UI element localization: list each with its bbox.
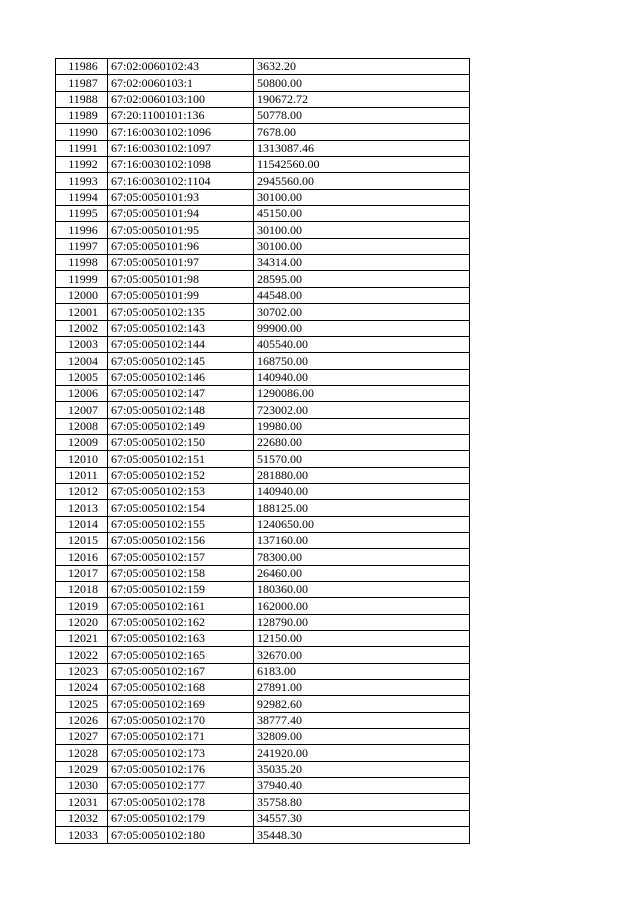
row-number-cell: 12026 xyxy=(56,712,108,728)
cadastral-number-cell: 67:16:0030102:1097 xyxy=(108,140,254,156)
row-number-cell: 12021 xyxy=(56,631,108,647)
table-row xyxy=(56,582,470,598)
row-number-cell: 12014 xyxy=(56,516,108,532)
table-row xyxy=(56,729,470,745)
table-row xyxy=(56,532,470,548)
amount-cell: 405540.00 xyxy=(254,336,470,352)
cadastral-number-cell: 67:05:0050102:152 xyxy=(108,467,254,483)
row-number-cell: 12018 xyxy=(56,582,108,598)
amount-cell: 99900.00 xyxy=(254,320,470,336)
amount-cell: 162000.00 xyxy=(254,598,470,614)
table-row xyxy=(56,271,470,287)
cadastral-number-cell: 67:05:0050102:176 xyxy=(108,761,254,777)
row-number-cell: 12013 xyxy=(56,500,108,516)
row-number-cell: 12020 xyxy=(56,614,108,630)
cadastral-number-cell: 67:05:0050102:149 xyxy=(108,418,254,434)
cadastral-number-cell: 67:05:0050102:157 xyxy=(108,549,254,565)
row-number-cell: 12006 xyxy=(56,385,108,401)
table-row xyxy=(56,222,470,238)
cadastral-number-cell: 67:05:0050102:167 xyxy=(108,663,254,679)
table-row xyxy=(56,794,470,810)
row-number-cell: 12023 xyxy=(56,663,108,679)
cadastral-number-cell: 67:05:0050102:179 xyxy=(108,810,254,826)
amount-cell: 32670.00 xyxy=(254,647,470,663)
cadastral-number-cell: 67:05:0050101:98 xyxy=(108,271,254,287)
row-number-cell: 12003 xyxy=(56,336,108,352)
amount-cell: 50778.00 xyxy=(254,108,470,124)
cadastral-number-cell: 67:05:0050102:150 xyxy=(108,434,254,450)
table-row xyxy=(56,614,470,630)
data-table xyxy=(55,58,470,844)
table-row xyxy=(56,647,470,663)
cadastral-number-cell: 67:02:0060103:1 xyxy=(108,75,254,91)
amount-cell: 30100.00 xyxy=(254,238,470,254)
row-number-cell: 12002 xyxy=(56,320,108,336)
table-row xyxy=(56,124,470,140)
cadastral-number-cell: 67:05:0050102:148 xyxy=(108,402,254,418)
amount-cell: 7678.00 xyxy=(254,124,470,140)
amount-cell: 22680.00 xyxy=(254,434,470,450)
amount-cell: 6183.00 xyxy=(254,663,470,679)
table-row xyxy=(56,516,470,532)
row-number-cell: 12007 xyxy=(56,402,108,418)
row-number-cell: 12015 xyxy=(56,532,108,548)
amount-cell: 26460.00 xyxy=(254,565,470,581)
amount-cell: 35035.20 xyxy=(254,761,470,777)
row-number-cell: 12029 xyxy=(56,761,108,777)
amount-cell: 30100.00 xyxy=(254,222,470,238)
cadastral-number-cell: 67:05:0050102:159 xyxy=(108,582,254,598)
cadastral-number-cell: 67:05:0050102:169 xyxy=(108,696,254,712)
table-row xyxy=(56,810,470,826)
table-row xyxy=(56,434,470,450)
row-number-cell: 12005 xyxy=(56,369,108,385)
table-row xyxy=(56,140,470,156)
cadastral-number-cell: 67:05:0050102:162 xyxy=(108,614,254,630)
amount-cell: 3632.20 xyxy=(254,59,470,75)
cadastral-number-cell: 67:05:0050102:171 xyxy=(108,729,254,745)
table-row xyxy=(56,483,470,499)
cadastral-number-cell: 67:05:0050102:163 xyxy=(108,631,254,647)
table-row xyxy=(56,696,470,712)
table-row xyxy=(56,500,470,516)
table-row xyxy=(56,827,470,843)
amount-cell: 1290086.00 xyxy=(254,385,470,401)
row-number-cell: 12027 xyxy=(56,729,108,745)
table-row xyxy=(56,598,470,614)
row-number-cell: 11990 xyxy=(56,124,108,140)
amount-cell: 241920.00 xyxy=(254,745,470,761)
cadastral-number-cell: 67:05:0050102:147 xyxy=(108,385,254,401)
table-row xyxy=(56,761,470,777)
amount-cell: 51570.00 xyxy=(254,451,470,467)
table-row xyxy=(56,402,470,418)
cadastral-number-cell: 67:16:0030102:1096 xyxy=(108,124,254,140)
amount-cell: 140940.00 xyxy=(254,483,470,499)
cadastral-number-cell: 67:05:0050101:96 xyxy=(108,238,254,254)
cadastral-number-cell: 67:16:0030102:1104 xyxy=(108,173,254,189)
table-body xyxy=(56,59,470,844)
row-number-cell: 11994 xyxy=(56,189,108,205)
document-page xyxy=(55,58,470,844)
cadastral-number-cell: 67:05:0050102:146 xyxy=(108,369,254,385)
amount-cell: 1240650.00 xyxy=(254,516,470,532)
row-number-cell: 12017 xyxy=(56,565,108,581)
table-row xyxy=(56,663,470,679)
cadastral-number-cell: 67:05:0050102:180 xyxy=(108,827,254,843)
row-number-cell: 11989 xyxy=(56,108,108,124)
row-number-cell: 12032 xyxy=(56,810,108,826)
amount-cell: 35758.80 xyxy=(254,794,470,810)
table-row xyxy=(56,451,470,467)
cadastral-number-cell: 67:05:0050102:161 xyxy=(108,598,254,614)
table-row xyxy=(56,712,470,728)
table-row xyxy=(56,680,470,696)
table-row xyxy=(56,353,470,369)
table-row xyxy=(56,59,470,75)
cadastral-number-cell: 67:05:0050102:170 xyxy=(108,712,254,728)
row-number-cell: 12001 xyxy=(56,304,108,320)
row-number-cell: 11995 xyxy=(56,206,108,222)
amount-cell: 38777.40 xyxy=(254,712,470,728)
table-row xyxy=(56,778,470,794)
cadastral-number-cell: 67:16:0030102:1098 xyxy=(108,157,254,173)
table-row xyxy=(56,75,470,91)
table-row xyxy=(56,189,470,205)
cadastral-number-cell: 67:05:0050102:153 xyxy=(108,483,254,499)
cadastral-number-cell: 67:02:0060103:100 xyxy=(108,91,254,107)
table-row xyxy=(56,255,470,271)
amount-cell: 34557.30 xyxy=(254,810,470,826)
amount-cell: 37940.40 xyxy=(254,778,470,794)
row-number-cell: 12022 xyxy=(56,647,108,663)
amount-cell: 12150.00 xyxy=(254,631,470,647)
row-number-cell: 11993 xyxy=(56,173,108,189)
row-number-cell: 11992 xyxy=(56,157,108,173)
cadastral-number-cell: 67:05:0050102:135 xyxy=(108,304,254,320)
cadastral-number-cell: 67:05:0050102:143 xyxy=(108,320,254,336)
row-number-cell: 11997 xyxy=(56,238,108,254)
amount-cell: 11542560.00 xyxy=(254,157,470,173)
amount-cell: 128790.00 xyxy=(254,614,470,630)
table-row xyxy=(56,320,470,336)
amount-cell: 50800.00 xyxy=(254,75,470,91)
amount-cell: 35448.30 xyxy=(254,827,470,843)
amount-cell: 2945560.00 xyxy=(254,173,470,189)
row-number-cell: 12031 xyxy=(56,794,108,810)
cadastral-number-cell: 67:05:0050102:151 xyxy=(108,451,254,467)
row-number-cell: 12000 xyxy=(56,287,108,303)
row-number-cell: 12012 xyxy=(56,483,108,499)
row-number-cell: 12028 xyxy=(56,745,108,761)
table-row xyxy=(56,467,470,483)
table-row xyxy=(56,304,470,320)
amount-cell: 19980.00 xyxy=(254,418,470,434)
table-row xyxy=(56,385,470,401)
amount-cell: 168750.00 xyxy=(254,353,470,369)
cadastral-number-cell: 67:05:0050102:173 xyxy=(108,745,254,761)
row-number-cell: 12033 xyxy=(56,827,108,843)
row-number-cell: 12025 xyxy=(56,696,108,712)
cadastral-number-cell: 67:05:0050102:156 xyxy=(108,532,254,548)
cadastral-number-cell: 67:05:0050101:97 xyxy=(108,255,254,271)
table-row xyxy=(56,565,470,581)
cadastral-number-cell: 67:20:1100101:136 xyxy=(108,108,254,124)
table-row xyxy=(56,369,470,385)
row-number-cell: 11999 xyxy=(56,271,108,287)
row-number-cell: 12010 xyxy=(56,451,108,467)
table-row xyxy=(56,745,470,761)
cadastral-number-cell: 67:05:0050102:158 xyxy=(108,565,254,581)
amount-cell: 190672.72 xyxy=(254,91,470,107)
table-row xyxy=(56,287,470,303)
row-number-cell: 11998 xyxy=(56,255,108,271)
amount-cell: 723002.00 xyxy=(254,402,470,418)
table-row xyxy=(56,238,470,254)
cadastral-number-cell: 67:05:0050102:145 xyxy=(108,353,254,369)
amount-cell: 34314.00 xyxy=(254,255,470,271)
amount-cell: 1313087.46 xyxy=(254,140,470,156)
amount-cell: 44548.00 xyxy=(254,287,470,303)
row-number-cell: 12016 xyxy=(56,549,108,565)
amount-cell: 281880.00 xyxy=(254,467,470,483)
amount-cell: 45150.00 xyxy=(254,206,470,222)
amount-cell: 140940.00 xyxy=(254,369,470,385)
amount-cell: 78300.00 xyxy=(254,549,470,565)
row-number-cell: 11987 xyxy=(56,75,108,91)
table-row xyxy=(56,549,470,565)
row-number-cell: 12011 xyxy=(56,467,108,483)
row-number-cell: 12009 xyxy=(56,434,108,450)
amount-cell: 32809.00 xyxy=(254,729,470,745)
row-number-cell: 11996 xyxy=(56,222,108,238)
table-row xyxy=(56,108,470,124)
cadastral-number-cell: 67:05:0050101:99 xyxy=(108,287,254,303)
cadastral-number-cell: 67:05:0050101:93 xyxy=(108,189,254,205)
row-number-cell: 11986 xyxy=(56,59,108,75)
row-number-cell: 11988 xyxy=(56,91,108,107)
row-number-cell: 12008 xyxy=(56,418,108,434)
amount-cell: 27891.00 xyxy=(254,680,470,696)
cadastral-number-cell: 67:05:0050102:155 xyxy=(108,516,254,532)
row-number-cell: 12024 xyxy=(56,680,108,696)
amount-cell: 30100.00 xyxy=(254,189,470,205)
table-row xyxy=(56,173,470,189)
cadastral-number-cell: 67:05:0050102:144 xyxy=(108,336,254,352)
cadastral-number-cell: 67:05:0050102:154 xyxy=(108,500,254,516)
table-row xyxy=(56,157,470,173)
amount-cell: 180360.00 xyxy=(254,582,470,598)
row-number-cell: 12004 xyxy=(56,353,108,369)
table-row xyxy=(56,91,470,107)
table-row xyxy=(56,336,470,352)
cadastral-number-cell: 67:05:0050102:165 xyxy=(108,647,254,663)
row-number-cell: 11991 xyxy=(56,140,108,156)
amount-cell: 188125.00 xyxy=(254,500,470,516)
cadastral-number-cell: 67:05:0050102:177 xyxy=(108,778,254,794)
row-number-cell: 12019 xyxy=(56,598,108,614)
cadastral-number-cell: 67:05:0050102:178 xyxy=(108,794,254,810)
amount-cell: 30702.00 xyxy=(254,304,470,320)
amount-cell: 28595.00 xyxy=(254,271,470,287)
cadastral-number-cell: 67:05:0050102:168 xyxy=(108,680,254,696)
table-row xyxy=(56,206,470,222)
table-row xyxy=(56,418,470,434)
amount-cell: 137160.00 xyxy=(254,532,470,548)
row-number-cell: 12030 xyxy=(56,778,108,794)
table-row xyxy=(56,631,470,647)
cadastral-number-cell: 67:05:0050101:94 xyxy=(108,206,254,222)
cadastral-number-cell: 67:05:0050101:95 xyxy=(108,222,254,238)
amount-cell: 92982.60 xyxy=(254,696,470,712)
cadastral-number-cell: 67:02:0060102:43 xyxy=(108,59,254,75)
